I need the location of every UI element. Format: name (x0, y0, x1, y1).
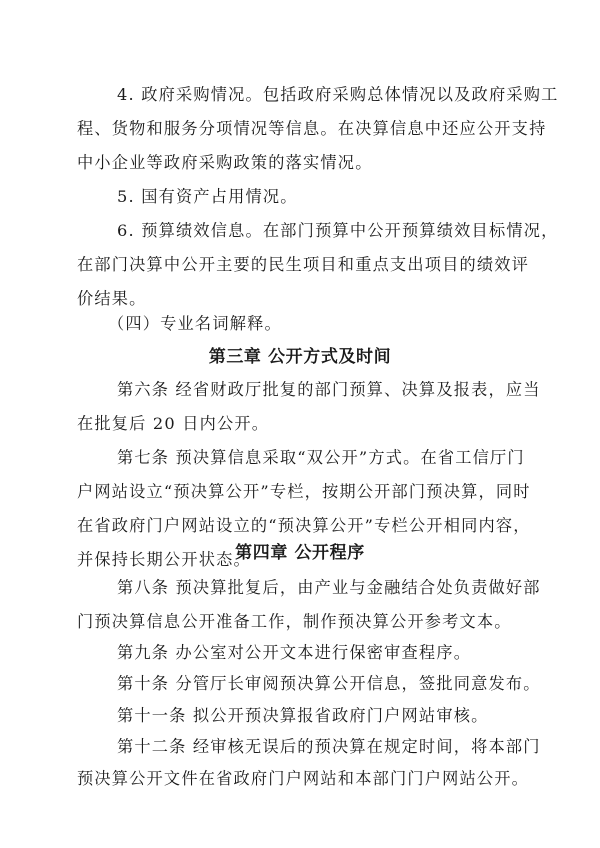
article-10-line: 第十条 分管厅长审阅预决算公开信息，签批同意发布。 (117, 674, 541, 693)
paragraph-line: 5. 国有资产占用情况。 (117, 187, 298, 206)
article-9-line: 第九条 办公室对公开文本进行保密审查程序。 (117, 643, 472, 662)
paragraph-line: 中小企业等政府采购政策的落实情况。 (77, 153, 373, 172)
paragraph-line: 在部门决算中公开主要的民生项目和重点支出项目的绩效评 (77, 255, 530, 274)
article-7-line: 在省政府门户网站设立的“预决算公开”专栏公开相同内容， (77, 516, 531, 535)
article-12-line: 第十二条 经审核无误后的预决算在规定时间，将本部门 (117, 737, 541, 756)
article-11-line: 第十一条 拟公开预决算报省政府门户网站审核。 (117, 706, 489, 725)
chapter-3-heading: 第三章 公开方式及时间 (208, 347, 392, 367)
paragraph-line: （四）专业名词解释。 (108, 314, 282, 333)
article-12-line: 预决算公开文件在省政府门户网站和本部门门户网站公开。 (77, 769, 530, 788)
article-8-line: 门预决算信息公开准备工作，制作预决算公开参考文本。 (77, 612, 512, 631)
article-6-line: 在批复后 20 日内公开。 (77, 414, 270, 433)
paragraph-line: 4. 政府采购情况。包括政府采购总体情况以及政府采购工 (117, 85, 559, 104)
paragraph-line: 6. 预算绩效信息。在部门预算中公开预算绩效目标情况， (117, 221, 559, 240)
paragraph-line: 价结果。 (77, 289, 147, 308)
paragraph-line: 程、货物和服务分项情况等信息。在决算信息中还应公开支持 (77, 119, 547, 138)
article-6-line: 第六条 经省财政厅批复的部门预算、决算及报表，应当 (117, 380, 541, 399)
article-7-line: 户网站设立“预决算公开”专栏，按期公开部门预决算，同时 (77, 482, 531, 501)
article-8-line: 第八条 预决算批复后，由产业与金融结合处负责做好部 (117, 578, 541, 597)
chapter-4-heading: 第四章 公开程序 (235, 543, 365, 563)
article-7-line: 并保持长期公开状态。 (77, 550, 251, 569)
article-7-line: 第七条 预决算信息采取“双公开”方式。在省工信厅门 (117, 448, 525, 467)
